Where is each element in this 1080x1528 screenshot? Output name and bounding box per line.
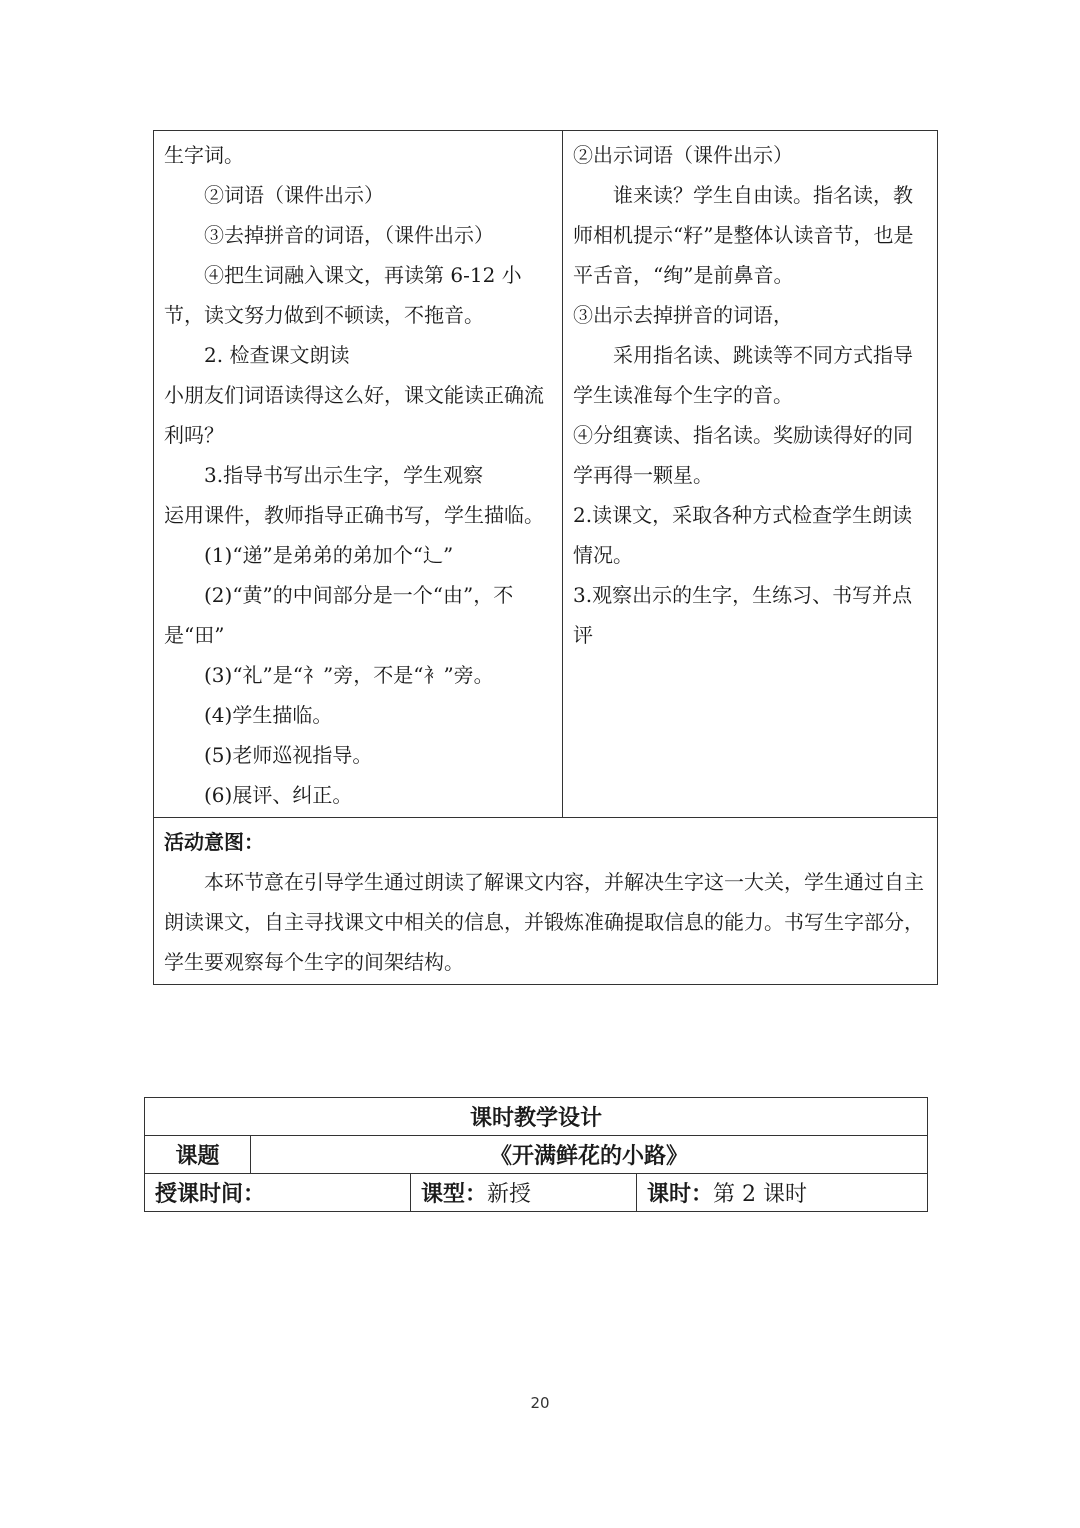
text-line: 2. 检查课文朗读 (204, 343, 350, 367)
text-line: ②词语（课件出示） (204, 183, 384, 207)
lesson-type-cell (411, 1174, 637, 1212)
activity-intent-text: 本环节意在引导学生通过朗读了解课文内容，并解决生字这一大关，学生通过自主朗读课文，自主寻找课文中相关的信息，并锻炼准确提取信息的能力。书写生字部分，学生要观察每个生字的间架结构。 (164, 870, 924, 974)
page-number: 20 (530, 1394, 550, 1412)
text-line: ③出示去掉拼音的词语， (573, 303, 793, 327)
lesson-period-label: 课时： (647, 1181, 714, 1207)
text-line: 2.读课文，采取各种方式检查学生朗读情况。 (573, 503, 913, 567)
text-line: ④分组赛读、指名读。奖励读得好的同学再得一颗星。 (573, 423, 913, 487)
text-line: (5)老师巡视指导。 (204, 743, 373, 767)
text-line: 谁来读？学生自由读。指名读，教师相机提示“籽”是整体认读音节，也是平舌音，“绚”是前鼻音。 (573, 183, 914, 287)
text-line: (2)“黄”的中间部分是一个“由”，不是“田” (164, 583, 514, 647)
text-line: 生字词。 (164, 143, 244, 167)
text-line: 3.指导书写出示生字，学生观察 (204, 463, 484, 487)
student-activity-cell (563, 131, 938, 818)
text-line: 采用指名读、跳读等不同方式指导学生读准每个生字的音。 (573, 343, 913, 407)
text-line: 3.观察出示的生字，生练习、书写并点评 (573, 583, 913, 647)
lesson-type-label: 课型： (421, 1181, 488, 1207)
lesson-period-value: 第 2 课时 (713, 1182, 807, 1207)
topic-label: 课题 (145, 1136, 251, 1174)
student-activity-lines (573, 135, 927, 655)
topic-value: 《开满鲜花的小路》 (251, 1136, 928, 1174)
text-line: (6)展评、纠正。 (204, 783, 353, 807)
design-table-header: 课时教学设计 (145, 1098, 928, 1136)
text-line: 小朋友们词语读得这么好，课文能读正确流利吗？ (164, 383, 544, 447)
lesson-type-value: 新授 (487, 1182, 532, 1207)
activity-intent-label: 活动意图： (164, 830, 264, 854)
text-line: ④把生词融入课文，再读第 6-12 小节，读文努力做到不顿读，不拖音。 (164, 263, 522, 327)
text-line: 运用课件，教师指导正确书写，学生描临。 (164, 503, 544, 527)
lesson-design-table (144, 1097, 928, 1212)
teacher-activity-lines (164, 135, 552, 815)
text-line: ②出示词语（课件出示） (573, 143, 793, 167)
text-line: (3)“礼”是“礻”旁，不是“衤”旁。 (204, 663, 494, 687)
class-time-cell (145, 1174, 411, 1212)
lesson-period-cell (637, 1174, 928, 1212)
teacher-activity-cell (154, 131, 563, 818)
class-time-label: 授课时间： (155, 1181, 266, 1207)
activity-intent-cell (154, 818, 938, 985)
lesson-steps-table (153, 130, 938, 985)
text-line: ③去掉拼音的词语，（课件出示） (204, 223, 494, 247)
text-line: (1)“递”是弟弟的弟加个“辶” (204, 543, 454, 567)
text-line: (4)学生描临。 (204, 703, 333, 727)
